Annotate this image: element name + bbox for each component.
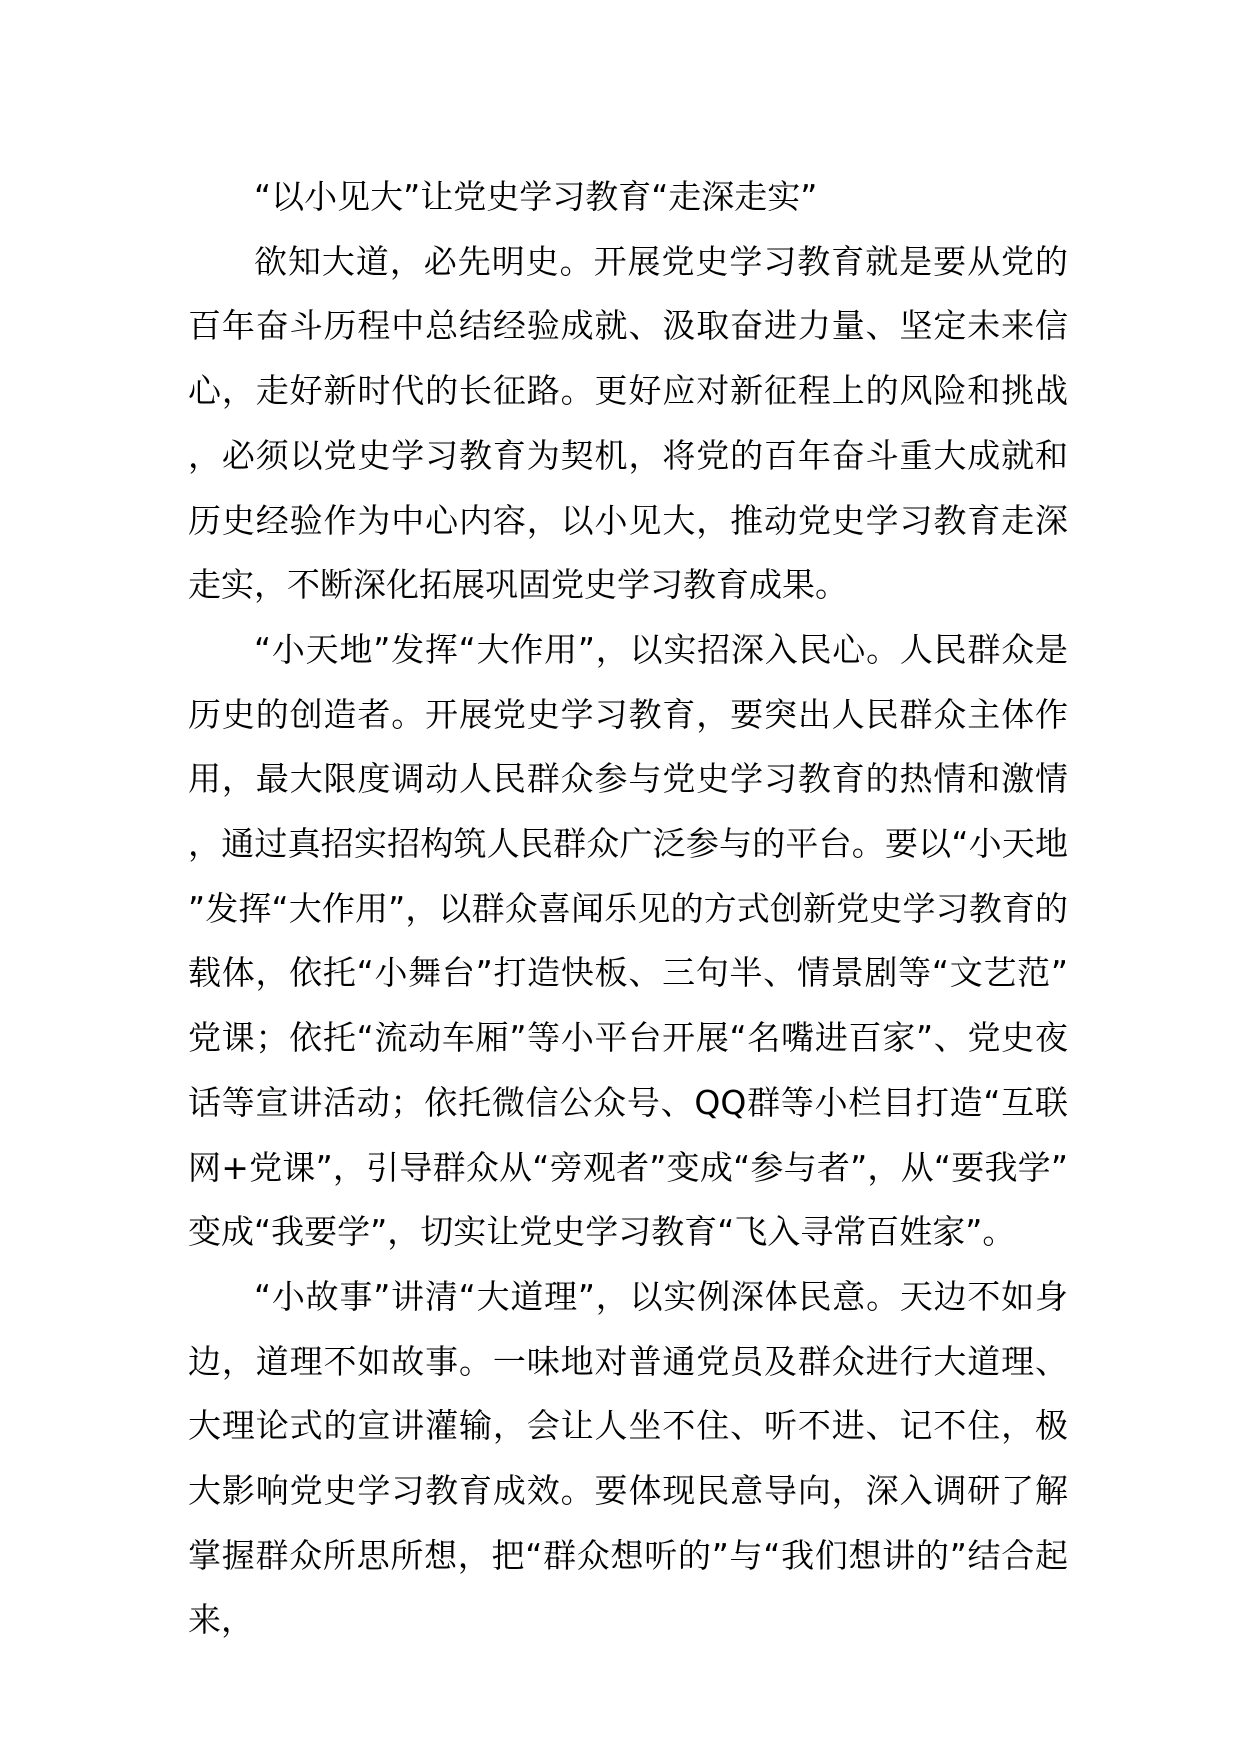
document-title: “以小见大”让党史学习教育“走深走实” — [254, 177, 818, 216]
paragraph-3: “小故事”讲清“大道理”，以实例深体民意。天边不如身边，道理不如故事。一味地对普通党员及群众进行大道理、大理论式的宣讲灌输，会让人坐不住、听不进、记不住，极大影响党史学习教育成效。要体现民意导向，深入调研了解掌握群众所思所想，把“群众想听的”与“我们想讲的”结合起来， — [188, 1276, 1068, 1640]
document-body — [188, 165, 1068, 1653]
paragraph-2: “小天地”发挥“大作用”，以实招深入民心。人民群众是历史的创造者。开展党史学习教育，要突出人民群众主体作用，最大限度调动人民群众参与党史学习教育的热情和激情，通过真招实招构筑人民群众广泛参与的平台。要以“小天地”发挥“大作用”，以群众喜闻乐见的方式创新党史学习教育的载体，依托“小舞台”打造快板、三句半、情景剧等“文艺范”党课；依托“流动车厢”等小平台开展“名嘴进百家”、党史夜话等宣讲活动；依托微信公众号、QQ群等小栏目打造“互联网+党课”，引导群众从“旁观者”变成“参与者”，从“要我学”变成“我要学”，切实让党史学习教育“飞入寻常百姓家”。 — [188, 629, 1068, 1252]
paragraph-1: 欲知大道，必先明史。开展党史学习教育就是要从党的百年奋斗历程中总结经验成就、汲取奋进力量、坚定未来信心，走好新时代的长征路。更好应对新征程上的风险和挑战，必须以党史学习教育为契机，将党的百年奋斗重大成就和历史经验作为中心内容，以小见大，推动党史学习教育走深走实，不断深化拓展巩固党史学习教育成果。 — [188, 241, 1068, 605]
